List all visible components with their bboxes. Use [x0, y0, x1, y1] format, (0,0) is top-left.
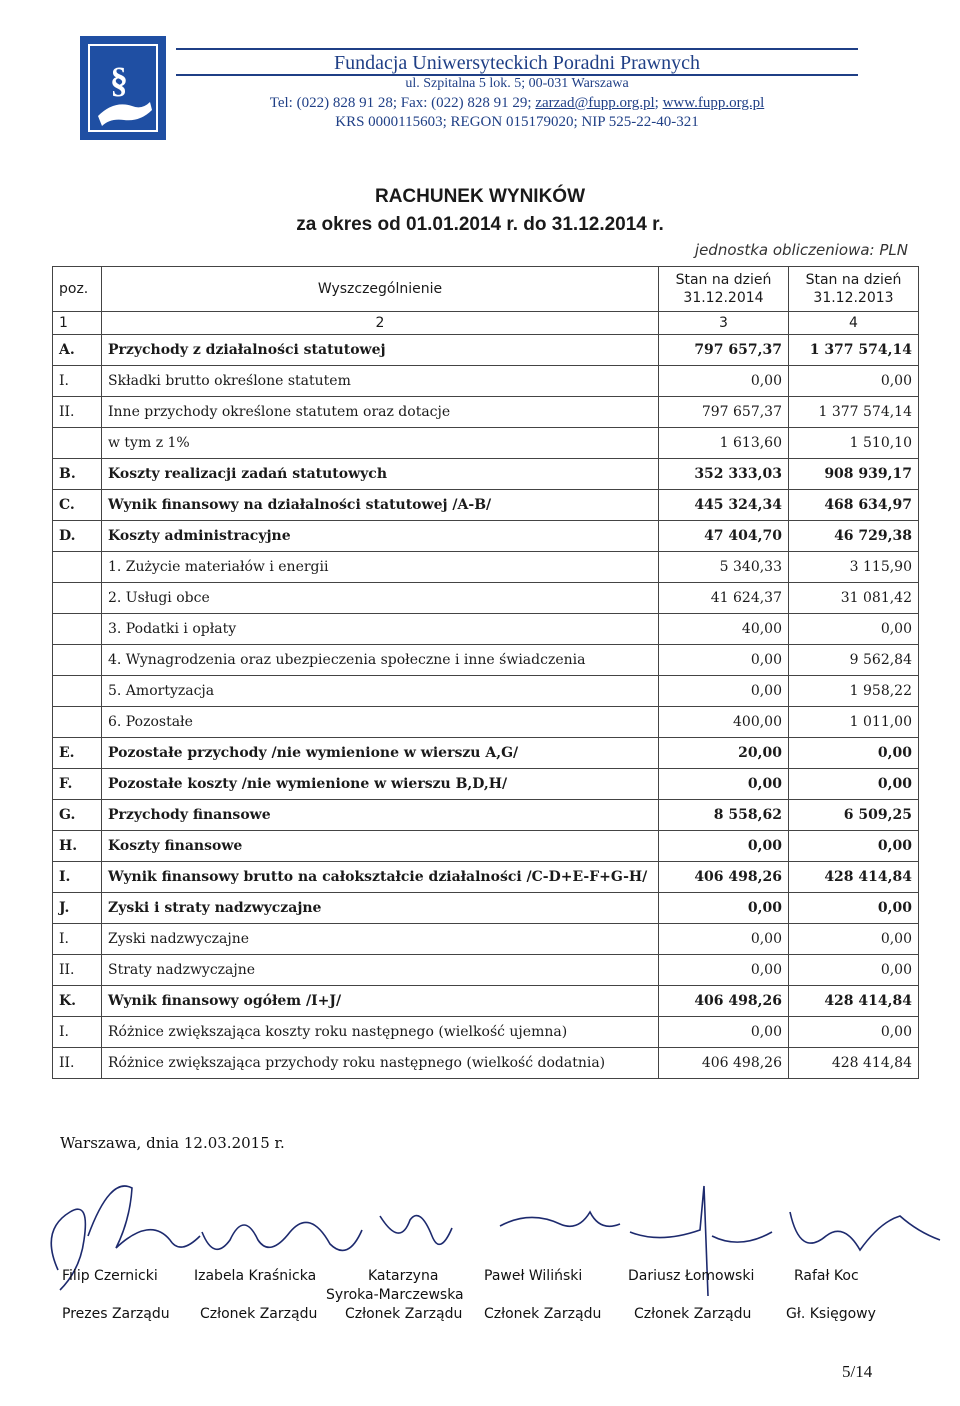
row-value-2013: 9 562,84 [789, 645, 919, 676]
row-description: Koszty finansowe [102, 831, 659, 862]
table-row [53, 986, 919, 1017]
row-value-2013: 1 377 574,14 [789, 335, 919, 366]
contact-separator: ; [654, 95, 663, 111]
row-description: Wynik finansowy ogółem /I+J/ [102, 986, 659, 1017]
row-description: Wynik finansowy na działalności statutowej /A-B/ [102, 490, 659, 521]
row-poz [53, 676, 102, 707]
table-row [53, 552, 919, 583]
table-row [53, 366, 919, 397]
row-value-2014: 41 624,37 [659, 583, 789, 614]
table-row [53, 459, 919, 490]
row-value-2013: 0,00 [789, 614, 919, 645]
row-value-2013: 0,00 [789, 366, 919, 397]
row-value-2014: 0,00 [659, 645, 789, 676]
row-poz: I. [53, 366, 102, 397]
table-row [53, 738, 919, 769]
fupp-logo-icon [80, 36, 166, 140]
row-value-2013: 0,00 [789, 1017, 919, 1048]
table-row [53, 862, 919, 893]
row-poz: II. [53, 1048, 102, 1079]
header-poz: poz. [53, 267, 102, 312]
row-value-2014: 20,00 [659, 738, 789, 769]
table-row [53, 583, 919, 614]
row-value-2013: 1 510,10 [789, 428, 919, 459]
row-value-2014: 1 613,60 [659, 428, 789, 459]
row-value-2014: 5 340,33 [659, 552, 789, 583]
row-poz: G. [53, 800, 102, 831]
row-description: Składki brutto określone statutem [102, 366, 659, 397]
signer-role: Członek Zarządu [484, 1306, 602, 1322]
signer-name: Paweł Wiliński [484, 1268, 583, 1284]
row-poz: I. [53, 924, 102, 955]
table-row [53, 521, 919, 552]
row-poz: B. [53, 459, 102, 490]
row-poz: A. [53, 335, 102, 366]
report-title: RACHUNEK WYNIKÓW [374, 186, 586, 207]
signer-role: Gł. Księgowy [786, 1306, 876, 1322]
org-contact [176, 95, 858, 112]
row-poz [53, 552, 102, 583]
row-value-2013: 0,00 [789, 831, 919, 862]
row-value-2014: 445 324,34 [659, 490, 789, 521]
row-value-2014: 0,00 [659, 893, 789, 924]
row-value-2014: 406 498,26 [659, 986, 789, 1017]
signer-name-2: Syroka-Marczewska [326, 1287, 464, 1303]
row-value-2013: 1 011,00 [789, 707, 919, 738]
row-description: 3. Podatki i opłaty [102, 614, 659, 645]
col-number: 4 [789, 312, 919, 335]
row-value-2013: 0,00 [789, 738, 919, 769]
row-poz: II. [53, 397, 102, 428]
header-description: Wyszczególnienie [102, 267, 659, 312]
row-value-2014: 0,00 [659, 769, 789, 800]
row-poz: D. [53, 521, 102, 552]
row-value-2014: 47 404,70 [659, 521, 789, 552]
table-row [53, 490, 919, 521]
header-2014-label: Stan na dzień [675, 272, 772, 288]
row-value-2014: 352 333,03 [659, 459, 789, 490]
row-value-2014: 400,00 [659, 707, 789, 738]
table-row [53, 645, 919, 676]
row-value-2014: 0,00 [659, 831, 789, 862]
signer-role: Członek Zarządu [634, 1306, 752, 1322]
signer-role: Członek Zarządu [200, 1306, 318, 1322]
row-poz [53, 583, 102, 614]
table-row [53, 707, 919, 738]
table-row [53, 335, 919, 366]
website-link[interactable]: www.fupp.org.pl [662, 95, 765, 111]
row-description: 4. Wynagrodzenia oraz ubezpieczenia społeczne i inne świadczenia [102, 645, 659, 676]
row-value-2013: 6 509,25 [789, 800, 919, 831]
email-link[interactable]: zarzad@fupp.org.pl [535, 95, 655, 111]
row-poz: C. [53, 490, 102, 521]
signatures-scribbles [0, 1170, 960, 1320]
col-number: 3 [659, 312, 789, 335]
row-description: 2. Usługi obce [102, 583, 659, 614]
org-registry: KRS 0000115603; REGON 015179020; NIP 525-22-40-321 [335, 114, 699, 130]
table-row [53, 676, 919, 707]
header-2013 [789, 267, 919, 312]
signer-role: Członek Zarządu [345, 1306, 463, 1322]
org-address: ul. Szpitalna 5 lok. 5; 00-031 Warszawa [405, 76, 629, 91]
report-period: za okres od 01.01.2014 r. do 31.12.2014 r. [296, 214, 664, 235]
row-poz: I. [53, 1017, 102, 1048]
place-date: Warszawa, dnia 12.03.2015 r. [60, 1134, 285, 1152]
row-poz: J. [53, 893, 102, 924]
row-description: Pozostałe koszty /nie wymienione w wierszu B,D,H/ [102, 769, 659, 800]
unit-note: jednostka obliczeniowa: PLN [694, 241, 908, 259]
signer-name: Katarzyna [368, 1268, 439, 1284]
row-description: Pozostałe przychody /nie wymienione w wierszu A,G/ [102, 738, 659, 769]
row-value-2013: 428 414,84 [789, 1048, 919, 1079]
row-description: 5. Amortyzacja [102, 676, 659, 707]
row-value-2014: 797 657,37 [659, 335, 789, 366]
header-rule-top [176, 48, 858, 50]
row-value-2014: 797 657,37 [659, 397, 789, 428]
row-description: Wynik finansowy brutto na całokształcie działalności /C-D+E-F+G-H/ [102, 862, 659, 893]
table-row [53, 397, 919, 428]
row-value-2014: 0,00 [659, 955, 789, 986]
page-number: 5/14 [842, 1362, 873, 1381]
signer-name: Rafał Koc [794, 1268, 859, 1284]
table-row [53, 955, 919, 986]
row-description: Koszty administracyjne [102, 521, 659, 552]
signer-name: Izabela Kraśnicka [194, 1268, 317, 1284]
signer-name: Dariusz Łomowski [628, 1268, 755, 1284]
row-value-2014: 406 498,26 [659, 1048, 789, 1079]
row-poz: I. [53, 862, 102, 893]
row-value-2013: 468 634,97 [789, 490, 919, 521]
signer-role: Prezes Zarządu [62, 1306, 170, 1322]
table-row [53, 831, 919, 862]
signer-name: Filip Czernicki [62, 1268, 158, 1284]
row-value-2013: 1 958,22 [789, 676, 919, 707]
table-row [53, 1017, 919, 1048]
org-name: Fundacja Uniwersyteckich Poradni Prawnych [333, 52, 700, 74]
row-description: Przychody finansowe [102, 800, 659, 831]
table-row [53, 769, 919, 800]
col-number: 2 [102, 312, 659, 335]
table-row [53, 428, 919, 459]
contact-phones: Tel: (022) 828 91 28; Fax: (022) 828 91 29; [269, 95, 536, 111]
row-value-2013: 31 081,42 [789, 583, 919, 614]
header-2013-label: Stan na dzień [805, 272, 902, 288]
row-value-2013: 46 729,38 [789, 521, 919, 552]
row-description: Straty nadzwyczajne [102, 955, 659, 986]
row-description: Inne przychody określone statutem oraz dotacje [102, 397, 659, 428]
row-description: Przychody z działalności statutowej [102, 335, 659, 366]
col-number: 1 [53, 312, 102, 335]
row-value-2014: 0,00 [659, 1017, 789, 1048]
row-description: Różnice zwiększająca przychody roku następnego (wielkość dodatnia) [102, 1048, 659, 1079]
row-description: w tym z 1% [102, 428, 659, 459]
table-row [53, 614, 919, 645]
header-2014-date: 31.12.2014 [683, 290, 764, 306]
table-row [53, 924, 919, 955]
row-poz: F. [53, 769, 102, 800]
row-value-2013: 0,00 [789, 924, 919, 955]
table-row [53, 800, 919, 831]
row-description: Koszty realizacji zadań statutowych [102, 459, 659, 490]
income-statement-table [52, 266, 919, 1079]
row-poz [53, 428, 102, 459]
row-value-2014: 0,00 [659, 366, 789, 397]
row-value-2014: 0,00 [659, 924, 789, 955]
table-row [53, 893, 919, 924]
row-value-2014: 406 498,26 [659, 862, 789, 893]
row-value-2014: 8 558,62 [659, 800, 789, 831]
row-poz [53, 707, 102, 738]
row-description: Różnice zwiększająca koszty roku następnego (wielkość ujemna) [102, 1017, 659, 1048]
row-value-2014: 40,00 [659, 614, 789, 645]
row-value-2013: 428 414,84 [789, 862, 919, 893]
row-poz: E. [53, 738, 102, 769]
row-poz [53, 645, 102, 676]
row-value-2014: 0,00 [659, 676, 789, 707]
header-2014 [659, 267, 789, 312]
row-value-2013: 1 377 574,14 [789, 397, 919, 428]
row-poz: H. [53, 831, 102, 862]
row-value-2013: 3 115,90 [789, 552, 919, 583]
table-row [53, 1048, 919, 1079]
row-value-2013: 0,00 [789, 893, 919, 924]
row-value-2013: 428 414,84 [789, 986, 919, 1017]
row-value-2013: 908 939,17 [789, 459, 919, 490]
row-value-2013: 0,00 [789, 955, 919, 986]
row-description: Zyski i straty nadzwyczajne [102, 893, 659, 924]
row-description: 1. Zużycie materiałów i energii [102, 552, 659, 583]
row-description: 6. Pozostałe [102, 707, 659, 738]
row-poz [53, 614, 102, 645]
row-description: Zyski nadzwyczajne [102, 924, 659, 955]
row-poz: K. [53, 986, 102, 1017]
row-poz: II. [53, 955, 102, 986]
row-value-2013: 0,00 [789, 769, 919, 800]
svg-text:§: § [110, 60, 128, 100]
header-2013-date: 31.12.2013 [813, 290, 894, 306]
